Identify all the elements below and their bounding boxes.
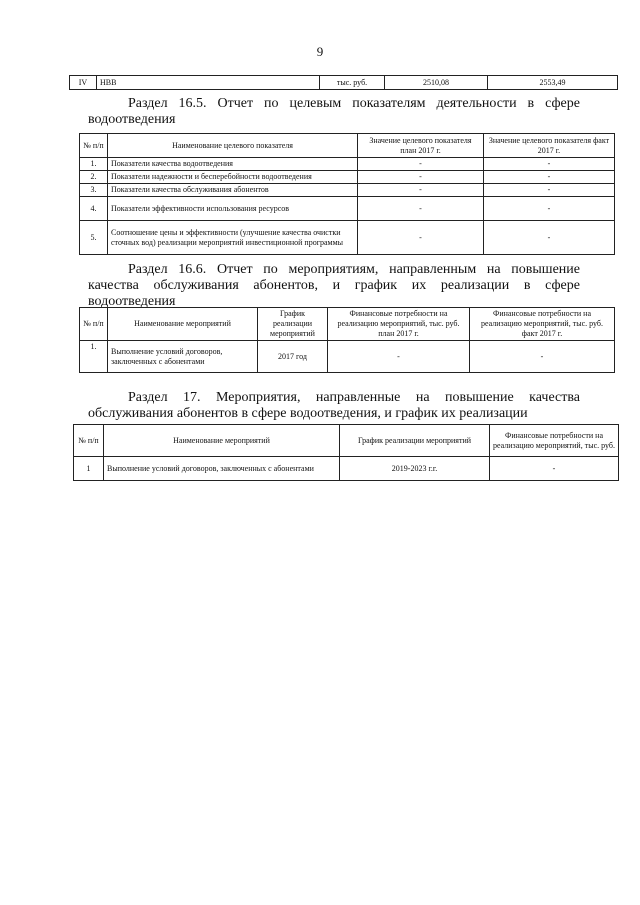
row-name: Соотношение цены и эффективности (улучшение качества очистки сточных вод) реализации мероприятий инвестиционной программы — [108, 221, 358, 255]
heading-line: водоотведения — [88, 294, 176, 309]
table-header-row — [80, 308, 615, 341]
table-row — [70, 76, 618, 90]
row-num: 5. — [80, 221, 108, 255]
table-row — [74, 457, 619, 481]
row-schedule: 2017 год — [258, 341, 328, 373]
table-row — [80, 221, 615, 255]
col-name-header: Наименование целевого показателя — [108, 134, 358, 158]
row-num: 1 — [74, 457, 104, 481]
row-num: 4. — [80, 197, 108, 221]
row-fact: - — [484, 197, 615, 221]
heading-line: водоотведения — [88, 112, 176, 127]
table-header-row — [74, 425, 619, 457]
col-plan-header: Значение целевого показателя план 2017 г. — [358, 134, 484, 158]
row-schedule: 2019-2023 г.г. — [340, 457, 490, 481]
row-name: НВВ — [97, 76, 320, 90]
table-row — [80, 158, 615, 171]
col-num-header: № п/п — [80, 308, 108, 341]
heading-line: Раздел 16.5. Отчет по целевым показателям деятельности в сфере — [128, 96, 580, 111]
col-plan-header: Финансовые потребности на реализацию мероприятий, тыс. руб. план 2017 г. — [328, 308, 470, 341]
row-fact: 2553,49 — [488, 76, 618, 90]
col-schedule-header: График реализации мероприятий — [258, 308, 328, 341]
col-name-header: Наименование мероприятий — [104, 425, 340, 457]
row-name: Показатели качества обслуживания абонентов — [108, 184, 358, 197]
table-header-row — [80, 134, 615, 158]
row-plan: 2510,08 — [385, 76, 488, 90]
row-num: 3. — [80, 184, 108, 197]
row-fact: - — [484, 158, 615, 171]
row-num: 2. — [80, 171, 108, 184]
col-fact-header: Финансовые потребности на реализацию мероприятий, тыс. руб. факт 2017 г. — [470, 308, 615, 341]
top-row-table — [69, 75, 618, 90]
row-plan: - — [358, 221, 484, 255]
table-row — [80, 171, 615, 184]
row-fact: - — [484, 221, 615, 255]
col-num-header: № п/п — [74, 425, 104, 457]
col-num-header: № п/п — [80, 134, 108, 158]
heading-line: Раздел 16.6. Отчет по мероприятиям, направленным на повышение — [128, 262, 580, 277]
row-fact: - — [470, 341, 615, 373]
table-row — [80, 184, 615, 197]
heading-line: качества обслуживания абонентов, и график их реализации в сфере — [88, 278, 580, 293]
section-16-5-table — [79, 133, 615, 255]
row-name: Показатели качества водоотведения — [108, 158, 358, 171]
section-16-5-heading — [88, 96, 580, 128]
row-plan: - — [358, 158, 484, 171]
section-16-6-table — [79, 307, 615, 373]
row-plan: - — [358, 197, 484, 221]
section-17-heading — [88, 390, 580, 422]
row-unit: тыс. руб. — [320, 76, 385, 90]
page-number: 9 — [316, 44, 324, 59]
section-16-6-heading — [88, 262, 580, 310]
heading-line: обслуживания абонентов в сфере водоотведения, и график их реализации — [88, 406, 528, 421]
row-num: IV — [70, 76, 97, 90]
col-name-header: Наименование мероприятий — [108, 308, 258, 341]
row-finance: - — [490, 457, 619, 481]
row-name: Показатели надежности и бесперебойности водоотведения — [108, 171, 358, 184]
col-schedule-header: График реализации мероприятий — [340, 425, 490, 457]
table-row — [80, 341, 615, 373]
row-plan: - — [358, 171, 484, 184]
col-finance-header: Финансовые потребности на реализацию мероприятий, тыс. руб. — [490, 425, 619, 457]
row-name: Выполнение условий договоров, заключенных с абонентами — [104, 457, 340, 481]
row-name: Выполнение условий договоров, заключенных с абонентами — [108, 341, 258, 373]
col-fact-header: Значение целевого показателя факт 2017 г. — [484, 134, 615, 158]
table-row — [80, 197, 615, 221]
row-num: 1. — [80, 341, 108, 373]
row-fact: - — [484, 171, 615, 184]
row-name: Показатели эффективности использования ресурсов — [108, 197, 358, 221]
row-fact: - — [484, 184, 615, 197]
row-num: 1. — [80, 158, 108, 171]
section-17-table — [73, 424, 619, 481]
row-plan: - — [328, 341, 470, 373]
row-plan: - — [358, 184, 484, 197]
heading-line: Раздел 17. Мероприятия, направленные на повышение качества — [128, 390, 580, 405]
